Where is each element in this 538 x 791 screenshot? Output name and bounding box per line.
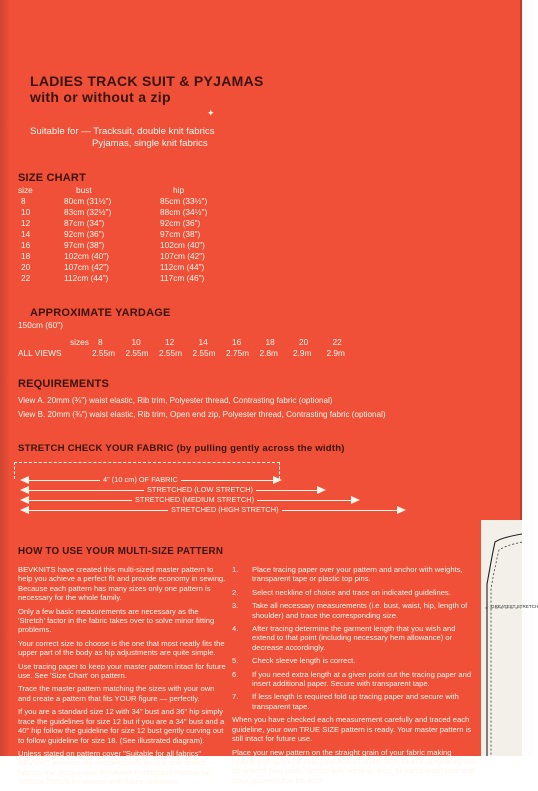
yardage-value-cell: 2.75m (226, 347, 250, 358)
size-cell: 14 (21, 228, 31, 239)
hip-cell: 85cm (33½") (160, 195, 208, 206)
requirements-view-b: View B. 20mm (¾") waist elastic, Rib trim, Open end zip, Polyester thread, Contrasting fabric (optional) (18, 410, 386, 419)
fabric-width: 150cm (60") (18, 320, 63, 330)
bust-cell: 102cm (40") (64, 250, 109, 261)
bodice-pattern-diagram (481, 530, 522, 756)
bodice-outline (487, 534, 522, 756)
closing-paragraph: When you have checked each measurement carefully and traced each guideline, your own TRUE SIZE pattern is ready. Your master pattern is still intact for future use. (232, 715, 472, 744)
how-to-step (232, 624, 476, 652)
yardage-size-cell: 18 (265, 336, 275, 347)
size-cell: 18 (21, 250, 31, 261)
step-text: If you need extra length at a given point cut the tracing paper and insert additional paper. Secure with transparent tape. (252, 669, 472, 689)
how-to-paragraph: Trace the master pattern matching the sizes with your own and create a pattern that fits YOUR figure — perfectly. (18, 684, 215, 703)
size-chart-row (18, 250, 253, 261)
stretch-label-low: STRETCHED (LOW STRETCH) (144, 485, 256, 494)
how-to-step (232, 670, 476, 689)
yardage-value-cell: 2.55m (192, 347, 216, 358)
stretch-heading: STRETCH CHECK YOUR FABRIC (by pulling gently across the width) (18, 443, 345, 454)
hip-cell: 97cm (38") (160, 228, 201, 239)
yardage-size-cell: 10 (131, 336, 141, 347)
step-text: Check sleeve length is correct. (252, 656, 356, 666)
yardage-value-cell: 2.9m (326, 347, 345, 358)
requirements-heading: REQUIREMENTS (18, 378, 110, 390)
bust-cell: 97cm (38") (64, 239, 105, 250)
closing-paragraph: Place your new pattern on the straight grain of your fabric making certain that ALWAYS THE GREATEST STRETCH IN YOUR FABRIC will go around your body. Secure with weights, pins, or transparent tape and cut a garment that fits you! (232, 747, 475, 785)
hip-cell: 92cm (36") (160, 217, 201, 228)
size-chart-table (18, 184, 253, 283)
yardage-sizes-row (18, 336, 360, 347)
how-to-heading: HOW TO USE YOUR MULTI-SIZE PATTERN (18, 546, 224, 557)
bust-cell: 112cm (44") (64, 272, 109, 283)
yardage-value-cell: 2.55m (125, 347, 149, 358)
bust-cell: 92cm (36") (64, 228, 105, 239)
hip-cell: 88cm (34½") (160, 206, 208, 217)
suitable-tracksuit: Tracksuit, double knit fabrics (93, 126, 215, 137)
step-text: Take all necessary measurements (i.e. bust, waist, hip, length of shoulder) and trace the corresponding size. (252, 601, 468, 620)
pattern-subtitle: with or without a zip (30, 89, 171, 105)
yardage-value-cell: 2.8m (259, 347, 278, 358)
page-edge (522, 0, 533, 756)
binding-shadow (0, 0, 10, 756)
size-chart-row (18, 206, 253, 217)
yardage-table (18, 336, 360, 358)
stretch-arrow-low (20, 486, 326, 494)
size-chart-row (18, 261, 253, 272)
step-number: 7. (232, 692, 239, 702)
step-number: 5. (232, 656, 239, 666)
bust-cell: 83cm (32½") (64, 206, 112, 217)
step-number: 4. (232, 624, 239, 634)
pattern-title: LADIES TRACK SUIT & PYJAMAS (30, 73, 264, 89)
stretch-arrow-fabric (20, 476, 282, 484)
yardage-heading: APPROXIMATE YARDAGE (30, 307, 171, 319)
stretch-label-high: STRETCHED (HIGH STRETCH) (168, 505, 282, 514)
hip-cell: 107cm (42") (160, 250, 205, 261)
step-text: After tracing determine the garment length that you wish and extend to that point (including necessary hem allowance) or decrease accordingly. (252, 624, 456, 652)
bust-cell: 80cm (31½") (64, 195, 112, 206)
stretch-arrow-high (20, 506, 406, 514)
how-to-paragraph: Only a few basic measurements are necessary as the 'Stretch' factor in the fabric takes over to solve minor fitting problems. (18, 606, 215, 635)
bust-cell: 87cm (34") (64, 217, 105, 228)
yardage-value-cell: 2.9m (293, 347, 312, 358)
yardage-value-cell: 2.55m (92, 347, 116, 358)
step-text: Place tracing paper over your pattern and anchor with weights, transparent tape or plastic top pins. (252, 565, 463, 584)
how-to-paragraph: BEVKNITS have created this multi-sized master pattern to help you achieve a perfect fit and provide economy in sewing. Because each pattern has many sizes only one pattern is necessary for the whole family. (18, 565, 226, 603)
star-mark-icon: ✦ (207, 108, 215, 118)
step-number: 2. (232, 587, 239, 597)
yardage-size-cell: 20 (299, 336, 309, 347)
bust-col-header: bust (76, 184, 92, 195)
stretch-label-fabric: 4" (10 cm) OF FABRIC (100, 475, 181, 484)
stretch-label-medium: STRETCHED (MEDIUM STRETCH) (132, 495, 257, 504)
suitable-label: Suitable for (30, 126, 79, 137)
step-text: If less length is required fold up tracing paper and secure with transparent tape. (252, 692, 459, 711)
bust-cell: 107cm (42") (64, 261, 109, 272)
size-chart-row (18, 228, 253, 239)
step-text: Select neckline of choice and trace on indicated guidelines. (252, 587, 451, 597)
yardage-size-cell: 8 (98, 336, 103, 347)
size-chart-row (18, 195, 253, 206)
size-chart-header-row (18, 184, 253, 195)
yardage-size-cell: 12 (165, 336, 175, 347)
size-cell: 12 (21, 217, 31, 228)
yardage-size-cell: 14 (198, 336, 208, 347)
size-chart-heading: SIZE CHART (18, 172, 86, 184)
how-to-step (232, 565, 476, 584)
size-cell: 10 (21, 206, 31, 217)
how-to-step (232, 588, 476, 597)
how-to-paragraph: Unless stated on pattern cover "Suitable for all fabrics" BEVKNIT patterns are designed only for knit and stretch fabrics. We recommend BEVKNIT Foundation Pattern No. 7000 or 7000/A for women with figure problems. (18, 748, 214, 787)
yardage-values-row (18, 347, 360, 358)
size-cell: 16 (21, 239, 31, 250)
stretch-arrow-medium (20, 496, 360, 504)
greatest-stretch-label: GREATEST STRETCH (491, 604, 538, 609)
yardage-size-cell: 16 (232, 336, 242, 347)
size-chart-row (18, 239, 253, 250)
requirements-view-a: View A. 20mm (¾") waist elastic, Rib trim, Polyester thread, Contrasting fabric (optional) (18, 396, 333, 405)
how-to-step (232, 692, 476, 711)
yardage-size-cell: 22 (332, 336, 342, 347)
how-to-left-column (18, 565, 226, 791)
yardage-sizes-label: sizes (70, 336, 89, 347)
size-col-header: size (18, 184, 33, 195)
size-guideline (491, 542, 522, 756)
how-to-paragraph: Use tracing paper to keep your master pattern intact for future use. See 'Size Chart' on pattern. (18, 661, 226, 681)
hip-cell: 102cm (40") (160, 239, 205, 250)
how-to-right-column (232, 565, 476, 789)
how-to-paragraph: If you are a standard size 12 with 34" bust and 36" hip simply trace the guidelines for size 12 but if you are a 34" bust and a 40" hip follow the guideline for size 12 bust gently curving out to follow guideline for size 18. (See illustrated diagram). (18, 707, 225, 745)
how-to-step (232, 656, 476, 665)
hip-col-header: hip (173, 184, 185, 195)
size-chart-row (18, 217, 253, 228)
size-cell: 8 (21, 195, 26, 206)
size-cell: 22 (21, 272, 31, 283)
all-views-label: ALL VIEWS (18, 347, 62, 358)
hip-cell: 117cm (46") (160, 272, 205, 283)
step-number: 3. (232, 601, 239, 611)
suitable-pyjamas: Pyjamas, single knit fabrics (92, 138, 208, 149)
step-number: 1. (232, 565, 239, 574)
suitable-for-line1: Suitable for — Tracksuit, double knit fabrics (30, 126, 215, 137)
size-cell: 20 (21, 261, 31, 272)
yardage-value-cell: 2.55m (159, 347, 183, 358)
step-number: 6. (232, 669, 239, 679)
how-to-step (232, 601, 476, 620)
hip-cell: 112cm (44") (160, 261, 205, 272)
how-to-paragraph: Your correct size to choose is the one that most neatly fits the upper part of the body as hip adjustments are quite simple. (18, 638, 225, 658)
size-chart-row (18, 272, 253, 283)
